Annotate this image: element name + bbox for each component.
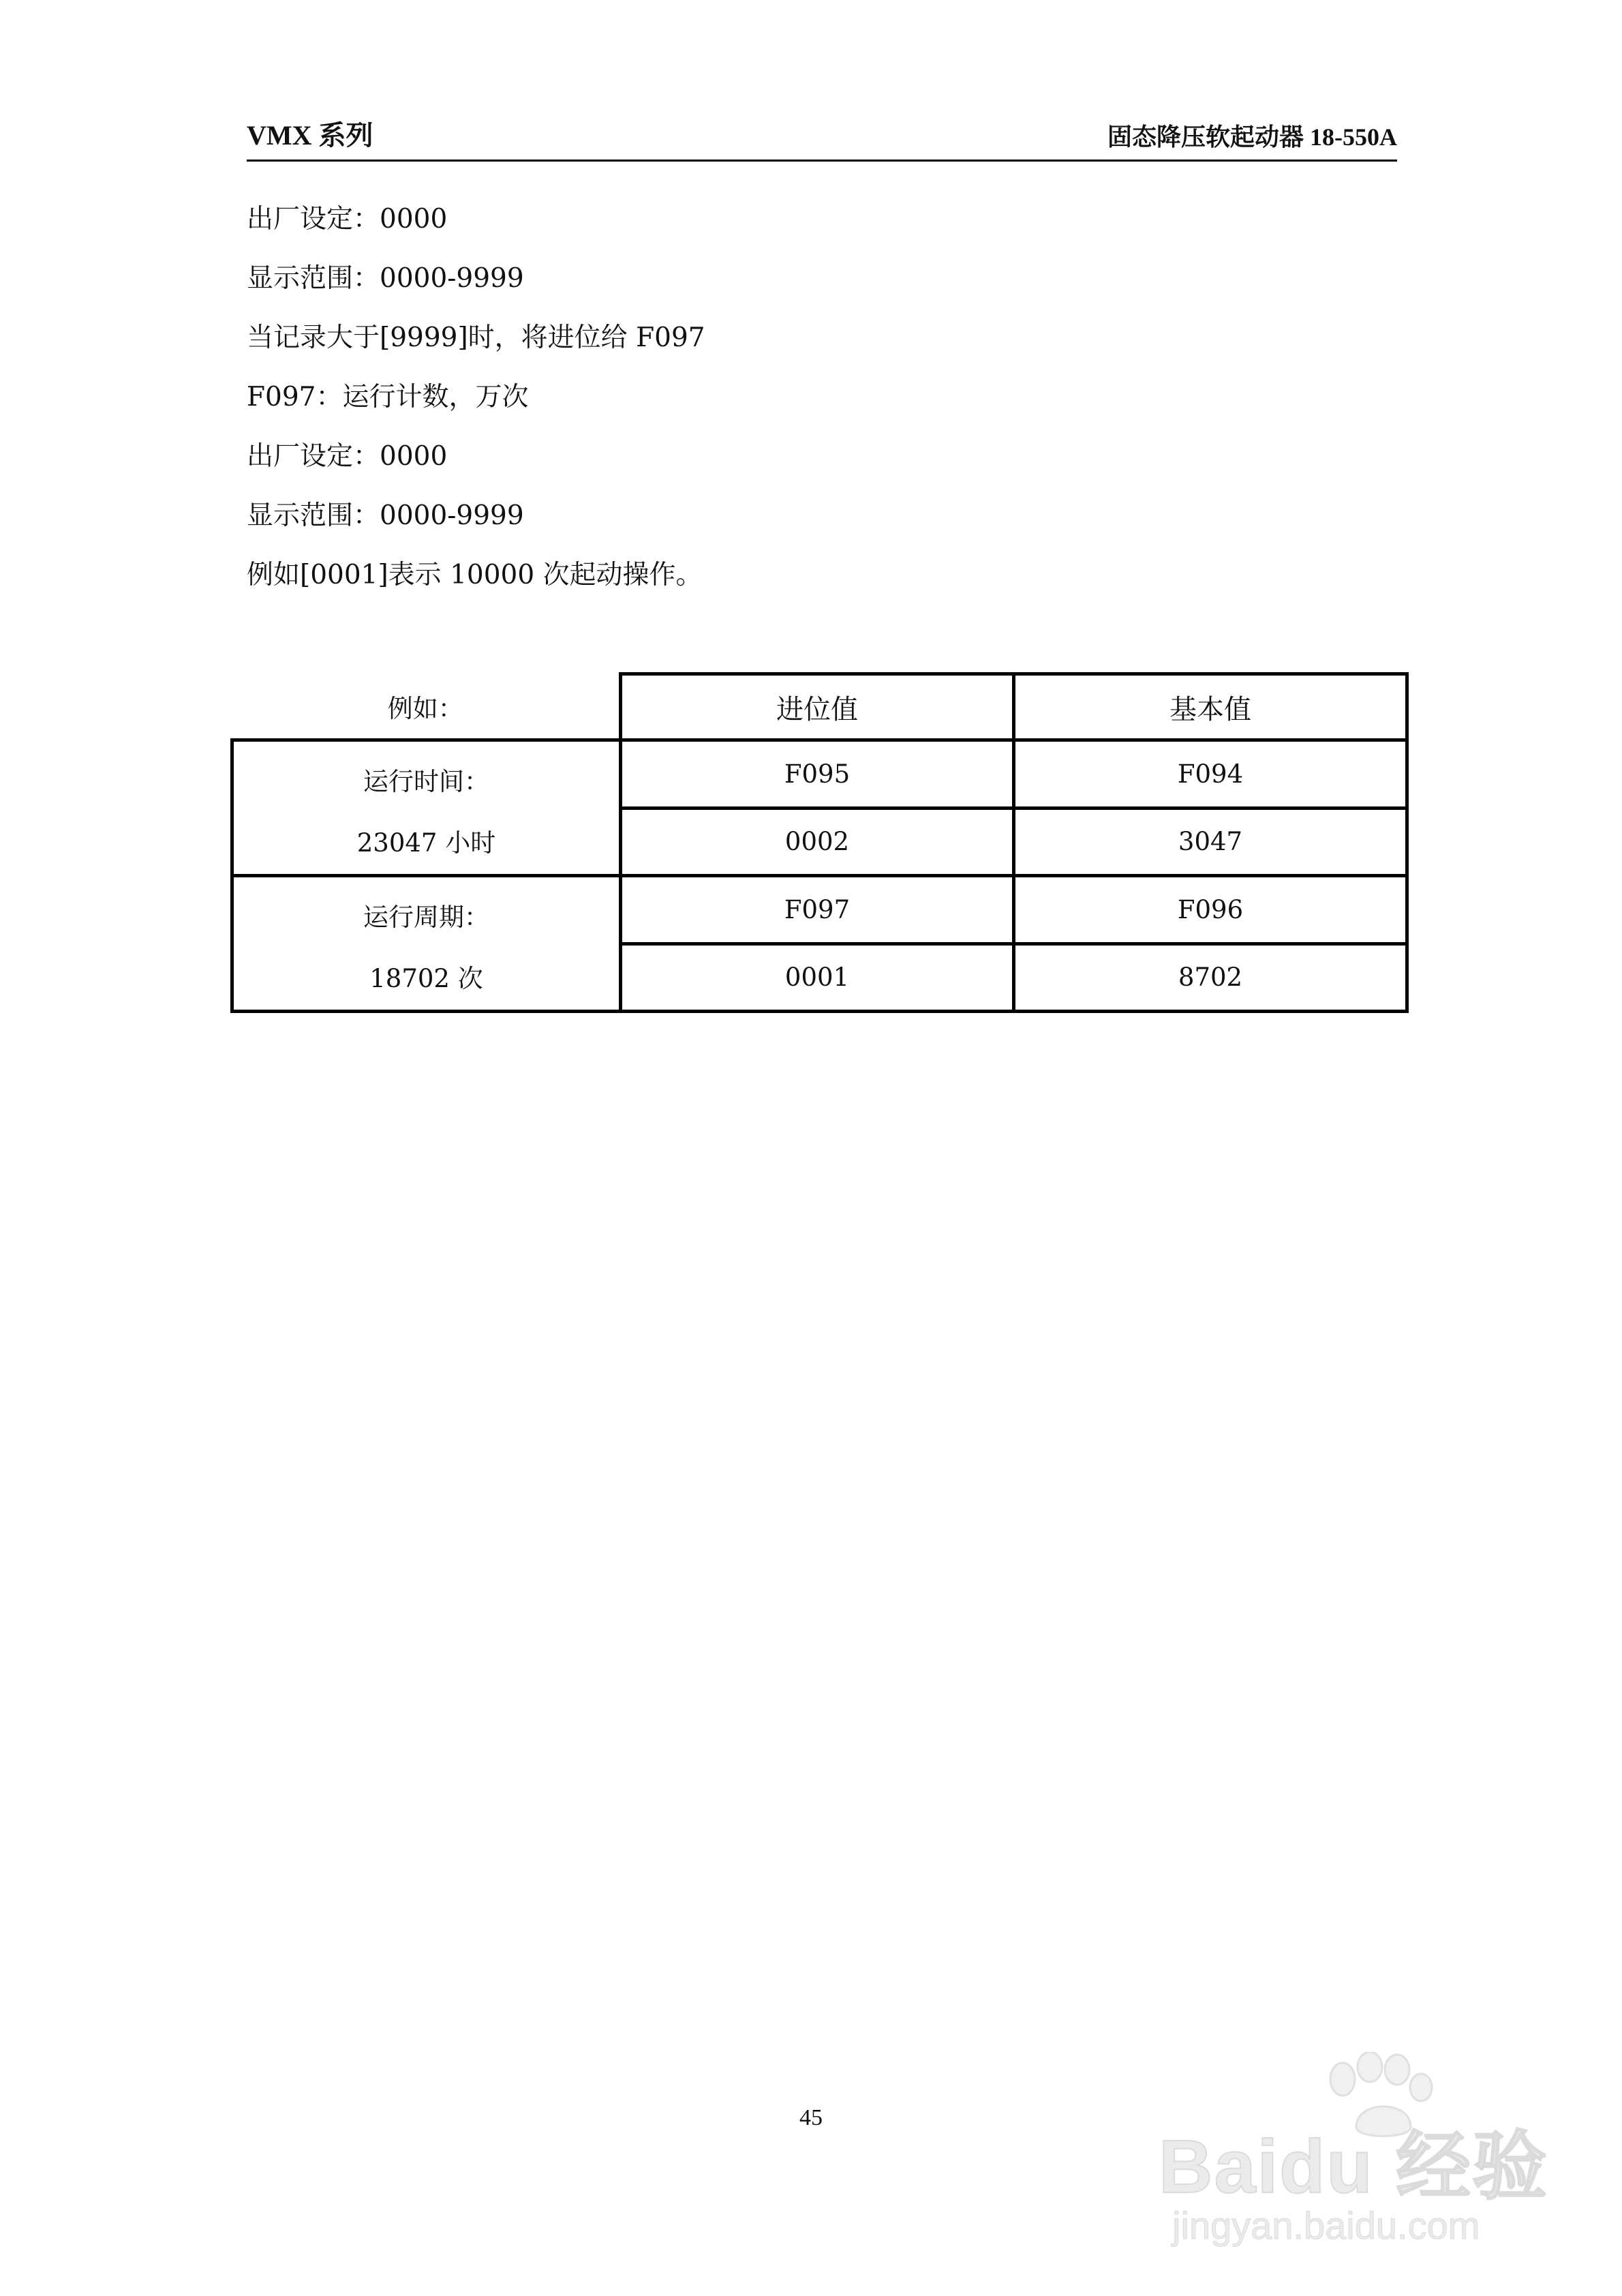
page-header [247, 116, 1397, 162]
table-cell: F094 [1014, 740, 1407, 809]
table-row [232, 876, 1407, 944]
row-label-title: 运行时间： [363, 767, 489, 796]
table-cell: 0001 [621, 943, 1014, 1012]
column-header-base: 基本值 [1014, 674, 1407, 740]
table-cell: 0002 [621, 808, 1014, 876]
table-cell: 3047 [1014, 808, 1407, 876]
paragraph: 当记录大于[9999]时，将进位给 F097 [247, 322, 705, 353]
paragraph: 出厂设定：0000 [247, 204, 448, 235]
header-series: VMX 系列 [247, 120, 373, 151]
row-group-label [232, 740, 621, 876]
row-group-label [232, 876, 621, 1012]
example-table [230, 672, 1409, 1013]
table-cell: F095 [621, 740, 1014, 809]
paragraph: 显示范围：0000-9999 [247, 263, 524, 294]
baidu-jingyan-watermark [1152, 2052, 1574, 2256]
paragraph: 出厂设定：0000 [247, 441, 448, 472]
watermark-brand: Baidu 经验 [1159, 2125, 1549, 2209]
column-header-carry: 进位值 [621, 674, 1014, 740]
watermark-url: jingyan.baidu.com [1172, 2204, 1480, 2247]
paragraph: 例如[0001]表示 10000 次起动操作。 [247, 560, 703, 590]
row-label-title: 运行周期： [363, 903, 489, 932]
table-row [232, 740, 1407, 809]
row-label-value: 18702 次 [369, 964, 483, 993]
header-product: 固态降压软起动器 18-550A [1107, 123, 1397, 151]
table-cell: 8702 [1014, 943, 1407, 1012]
paragraph: 显示范围：0000-9999 [247, 500, 524, 531]
row-label-value: 23047 小时 [356, 828, 496, 858]
paragraph: F097：运行计数，万次 [247, 382, 529, 412]
table-cell: F096 [1014, 876, 1407, 944]
table-corner-label: 例如： [387, 693, 463, 723]
table-cell: F097 [621, 876, 1014, 944]
page-number: 45 [799, 2105, 823, 2130]
